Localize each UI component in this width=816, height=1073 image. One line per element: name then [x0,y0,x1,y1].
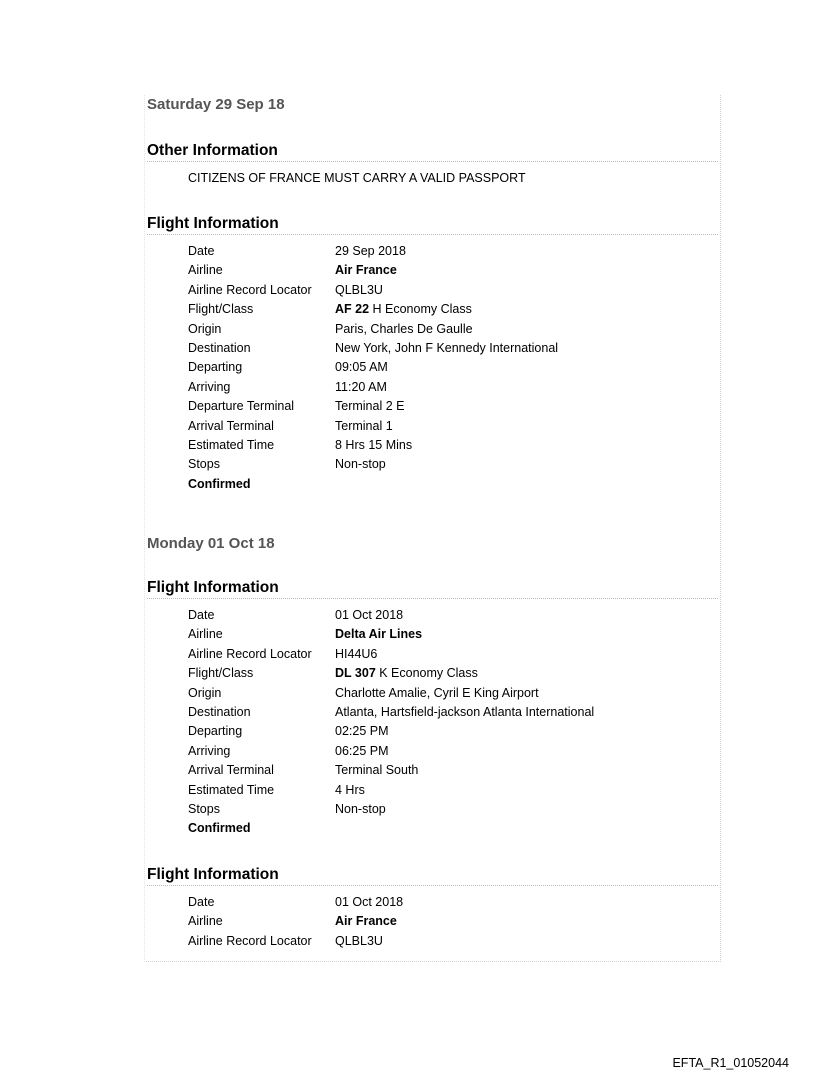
value: 09:05 AM [335,360,388,375]
value: 4 Hrs [335,782,365,797]
label: Arriving [188,743,231,758]
row-departing [188,358,688,377]
flight-details [188,606,688,839]
cabin-class: H Economy Class [369,302,472,317]
value: New York, John F Kennedy International [335,340,559,355]
row-airline [188,912,688,931]
cabin-class: K Economy Class [375,666,478,681]
label: Airline [188,627,223,642]
row-departing [188,722,688,741]
row-origin [188,320,688,339]
value: Air France [335,914,397,929]
label: Date [188,244,215,258]
row-estimated-time [188,436,688,455]
value: QLBL3U [335,933,383,948]
value: Charlotte Amalie, Cyril E King Airport [335,685,539,700]
label: Stops [188,801,220,816]
label: Flight/Class [188,302,254,317]
label: Departing [188,724,243,739]
value: 11:20 AM [335,379,387,394]
row-origin [188,684,688,703]
label: Departing [188,360,243,375]
day-heading: Saturday 29 Sep 18 [147,96,285,113]
label: Destination [188,704,251,719]
label: Arriving [188,379,231,394]
label: Airline [188,263,223,278]
label: Airline Record Locator [188,646,312,661]
row-date [188,242,688,261]
flight-information-title: Flight Information [147,215,718,235]
value: 02:25 PM [335,724,389,739]
other-information-title: Other Information [147,142,718,162]
row-arriving [188,378,688,397]
label: Origin [188,685,222,700]
label: Arrival Terminal [188,763,274,778]
row-arriving [188,742,688,761]
value: 01 Oct 2018 [335,608,404,622]
label: Date [188,608,215,622]
value: 01 Oct 2018 [335,895,404,909]
row-stops [188,455,688,474]
row-airline [188,261,688,280]
row-locator [188,645,688,664]
value: 8 Hrs 15 Mins [335,437,413,452]
value: Terminal South [335,763,419,778]
label: Destination [188,340,251,355]
value: 29 Sep 2018 [335,244,406,258]
value: Terminal 1 [335,418,393,433]
row-destination [188,703,688,722]
row-airline [188,625,688,644]
label: Airline Record Locator [188,282,312,297]
label: Origin [188,321,222,336]
row-arrival-terminal [188,761,688,780]
row-flight-class [188,664,688,683]
value: Non-stop [335,801,386,816]
flight-information-title: Flight Information [147,866,718,886]
day-heading: Monday 01 Oct 18 [147,535,275,552]
value: Atlanta, Hartsfield-jackson Atlanta International [335,704,595,719]
flight-details [188,242,688,494]
row-departure-terminal [188,397,688,416]
flight-details [188,893,688,951]
label: Airline [188,914,223,929]
value: HI44U6 [335,646,378,661]
row-date [188,606,688,625]
label: Departure Terminal [188,399,295,414]
row-flight-class [188,300,688,319]
row-stops [188,800,688,819]
status-confirmed: Confirmed [188,476,251,491]
row-locator [188,932,688,951]
status-confirmed: Confirmed [188,821,251,836]
value: Paris, Charles De Gaulle [335,321,473,336]
label: Airline Record Locator [188,933,312,948]
row-estimated-time [188,781,688,800]
row-date [188,893,688,912]
flight-information-title: Flight Information [147,579,718,599]
value: Delta Air Lines [335,627,423,642]
flight-number: DL 307 [335,666,376,681]
value: Air France [335,263,397,278]
passport-note: CITIZENS OF FRANCE MUST CARRY A VALID PASSPORT [188,171,526,185]
label: Flight/Class [188,666,254,681]
document-id: EFTA_R1_01052044 [672,1056,789,1070]
value: QLBL3U [335,282,383,297]
label: Estimated Time [188,437,275,452]
row-arrival-terminal [188,417,688,436]
label: Arrival Terminal [188,418,274,433]
row-destination [188,339,688,358]
label: Date [188,895,215,909]
label: Stops [188,457,220,472]
flight-number: AF 22 [335,302,370,317]
row-locator [188,281,688,300]
label: Estimated Time [188,782,275,797]
value: 06:25 PM [335,743,389,758]
value: Non-stop [335,457,386,472]
value: Terminal 2 E [335,399,405,414]
